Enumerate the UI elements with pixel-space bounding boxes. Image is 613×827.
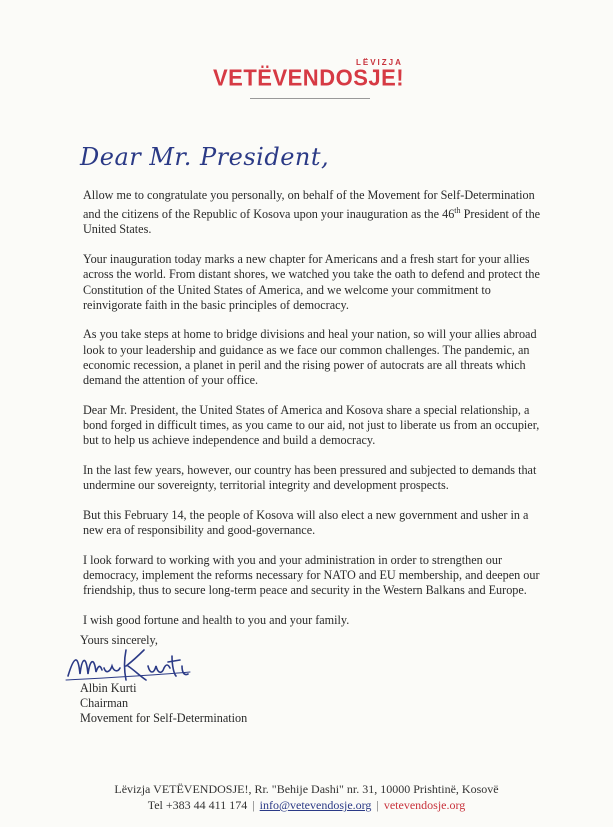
letterhead-divider	[250, 98, 370, 99]
salutation: Dear Mr. President,	[80, 143, 330, 171]
footer-separator: |	[376, 798, 379, 812]
footer-phone: Tel +383 44 411 174	[147, 798, 248, 812]
signer-name: Albin Kurti	[80, 681, 137, 695]
paragraph-3: As you take steps at home to bridge divisions and heal your nation, so will your allies abroad look to your leadership and guidance as we face our common challenges. The pandemic, an economic recession, a planet in peril and the rising power of autocrats are all threats which demand the attention of your office.	[83, 327, 537, 388]
footer-contacts	[0, 797, 613, 813]
footer-address: Lëvizja VETËVENDOSJE!, Rr. "Behije Dashi" nr. 31, 10000 Prishtinë, Kosovë	[114, 782, 499, 796]
paragraph-4: Dear Mr. President, the United States of America and Kosova share a special relationship, a bond forged in difficult times, as you came to our aid, not just to liberate us from an occupier, but to help us achieve independence and build a democracy.	[83, 402, 540, 448]
footer-email-link[interactable]: info@vetevendosje.org	[259, 798, 372, 812]
paragraph-7: I look forward to working with you and your administration in order to strengthen our democracy, implement the reforms necessary for NATO and EU membership, and deepen our friendship, thus to secure long-term peace and security in the Western Balkans and Europe.	[83, 552, 540, 598]
paragraph-5: In the last few years, however, our country has been pressured and subjected to demands that undermine our sovereignty, territorial integrity and development prospects.	[83, 462, 537, 493]
footer-website-link[interactable]: vetevendosje.org	[383, 798, 466, 812]
paragraph-2: Your inauguration today marks a new chapter for Americans and a fresh start for your allies across the world. From distant shores, we watched you take the oath to defend and protect the Constitution of the United States of America, and we welcome your commitment to reinvigorate faith in the basic principles of democracy.	[83, 252, 540, 312]
signer-title: Chairman	[80, 696, 129, 711]
signer-block	[80, 681, 247, 727]
letterhead-small-text: LËVIZJA	[356, 58, 403, 67]
letter-body	[83, 188, 541, 643]
signer-organization: Movement for Self-Determination	[80, 711, 248, 726]
footer	[0, 781, 613, 813]
paragraph-6: But this February 14, the people of Kosova will also elect a new government and usher in a new era of responsibility and good-governance.	[83, 507, 529, 538]
closing: Yours sincerely,	[80, 633, 158, 647]
paragraph-1: Allow me to congratulate you personally, on behalf of the Movement for Self-Determination and the citizens of the Republic of Kosova upon your inauguration as the 46th President of the United States.	[83, 188, 541, 237]
footer-separator: |	[252, 798, 255, 812]
paragraph-8: I wish good fortune and health to you and your family.	[83, 612, 350, 627]
letterhead-logo-text: VETËVENDOSJE!	[213, 64, 405, 91]
